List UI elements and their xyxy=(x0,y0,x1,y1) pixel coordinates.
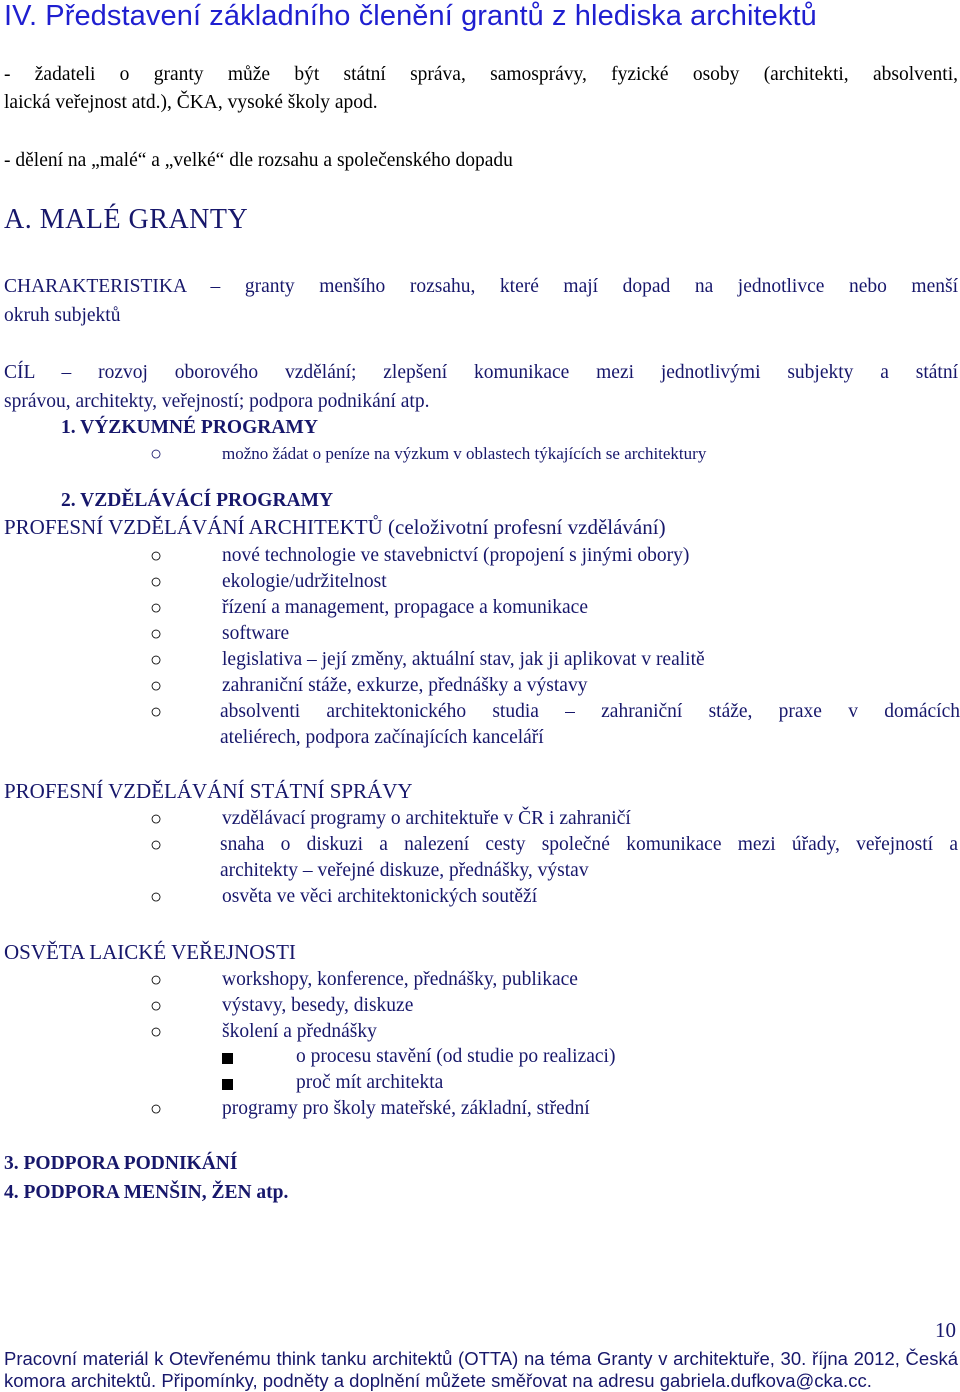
list-item-text: ateliérech, podpora začínajících kanceláří xyxy=(220,727,544,748)
list-item-text: školení a přednášky xyxy=(222,1021,377,1042)
sub-list-item-text: proč mít architekta xyxy=(296,1072,444,1093)
list-item-text: nové technologie ve stavebnictví (propojení s jinými obory) xyxy=(222,545,690,566)
intro-line-3: - dělení na „malé“ a „velké“ dle rozsahu a společenského dopadu xyxy=(4,150,513,171)
list-item-text: programy pro školy mateřské, základní, střední xyxy=(222,1098,590,1119)
intro-line-1: - žadateli o granty může být státní správa, samosprávy, fyzické osoby (architekti, absolventi, xyxy=(4,64,958,85)
program-4-title: 4. PODPORA MENŠIN, ŽEN atp. xyxy=(4,1182,289,1203)
circle-bullet-icon: ○ xyxy=(150,623,163,645)
list-item-text: zahraniční stáže, exkurze, přednášky a výstavy xyxy=(222,675,588,696)
circle-bullet-icon: ○ xyxy=(150,995,163,1017)
program-3-title: 3. PODPORA PODNIKÁNÍ xyxy=(4,1153,238,1174)
list-item-text: řízení a management, propagace a komunikace xyxy=(222,597,588,618)
program-1-title: 1. VÝZKUMNÉ PROGRAMY xyxy=(61,417,318,438)
circle-bullet-icon: ○ xyxy=(150,597,163,619)
goal-line-2: správou, architekty, veřejností; podpora podnikání atp. xyxy=(4,391,430,412)
circle-bullet-icon: ○ xyxy=(150,701,163,723)
list-item-text: vzdělávací programy o architektuře v ČR i zahraničí xyxy=(222,808,631,829)
list-item-text: software xyxy=(222,623,290,644)
list-item-text: legislativa – její změny, aktuální stav, jak ji aplikovat v realitě xyxy=(222,649,705,670)
circle-bullet-icon: ○ xyxy=(150,886,163,908)
intro-line-2: laická veřejnost atd.), ČKA, vysoké školy apod. xyxy=(4,92,378,113)
list-item-text: ekologie/udržitelnost xyxy=(222,571,387,592)
goal-line-1: CÍL – rozvoj oborového vzdělání; zlepšení komunikace mezi jednotlivými subjekty a státní xyxy=(4,362,958,383)
list-item-text: výstavy, besedy, diskuze xyxy=(222,995,414,1016)
list-item-text: možno žádat o peníze na výzkum v oblastech týkajících se architektury xyxy=(222,444,707,463)
sub-list-item-text: o procesu stavění (od studie po realizaci) xyxy=(296,1046,616,1067)
circle-bullet-icon: ○ xyxy=(150,443,163,465)
professional-education-state-administration-title: PROFESNÍ VZDĚLÁVÁNÍ STÁTNÍ SPRÁVY xyxy=(4,779,413,803)
list-item-text: workshopy, konference, přednášky, publikace xyxy=(222,969,578,990)
circle-bullet-icon: ○ xyxy=(150,545,163,567)
footer-line-2: komora architektů. Připomínky, podněty a doplnění můžete směřovat na adresu gabriela.dufkova@cka.cc. xyxy=(4,1370,872,1391)
circle-bullet-icon: ○ xyxy=(150,1021,163,1043)
circle-bullet-icon: ○ xyxy=(150,969,163,991)
footer-line-1: Pracovní materiál k Otevřenému think tanku architektů (OTTA) na téma Granty v architektuře, 30. října 2012, Česká xyxy=(4,1348,958,1369)
list-item-text: architekty – veřejné diskuze, přednášky, výstav xyxy=(220,860,589,881)
page-heading: IV. Představení základního členění grantů z hlediska architektů xyxy=(4,0,817,32)
square-bullet-icon xyxy=(222,1079,233,1090)
list-item-text: snaha o diskuzi a nalezení cesty společné komunikace mezi úřady, veřejností a xyxy=(220,834,958,855)
list-item-text: osvěta ve věci architektonických soutěží xyxy=(222,886,538,907)
public-awareness-title: OSVĚTA LAICKÉ VEŘEJNOSTI xyxy=(4,940,296,964)
characteristics-line-1: CHARAKTERISTIKA – granty menšího rozsahu, které mají dopad na jednotlivce nebo menší xyxy=(4,276,958,297)
circle-bullet-icon: ○ xyxy=(150,1098,163,1120)
page-number: 10 xyxy=(935,1318,956,1342)
circle-bullet-icon: ○ xyxy=(150,808,163,830)
program-2-title: 2. VZDĚLÁVÁCÍ PROGRAMY xyxy=(61,490,334,511)
circle-bullet-icon: ○ xyxy=(150,649,163,671)
professional-education-architects-title: PROFESNÍ VZDĚLÁVÁNÍ ARCHITEKTŮ (celoživotní profesní vzdělávání) xyxy=(4,515,666,539)
section-a-title: A. MALÉ GRANTY xyxy=(4,204,249,235)
square-bullet-icon xyxy=(222,1053,233,1064)
circle-bullet-icon: ○ xyxy=(150,834,163,856)
characteristics-line-2: okruh subjektů xyxy=(4,305,121,326)
circle-bullet-icon: ○ xyxy=(150,571,163,593)
list-item-text: absolventi architektonického studia – zahraniční stáže, praxe v domácích xyxy=(220,701,960,722)
circle-bullet-icon: ○ xyxy=(150,675,163,697)
